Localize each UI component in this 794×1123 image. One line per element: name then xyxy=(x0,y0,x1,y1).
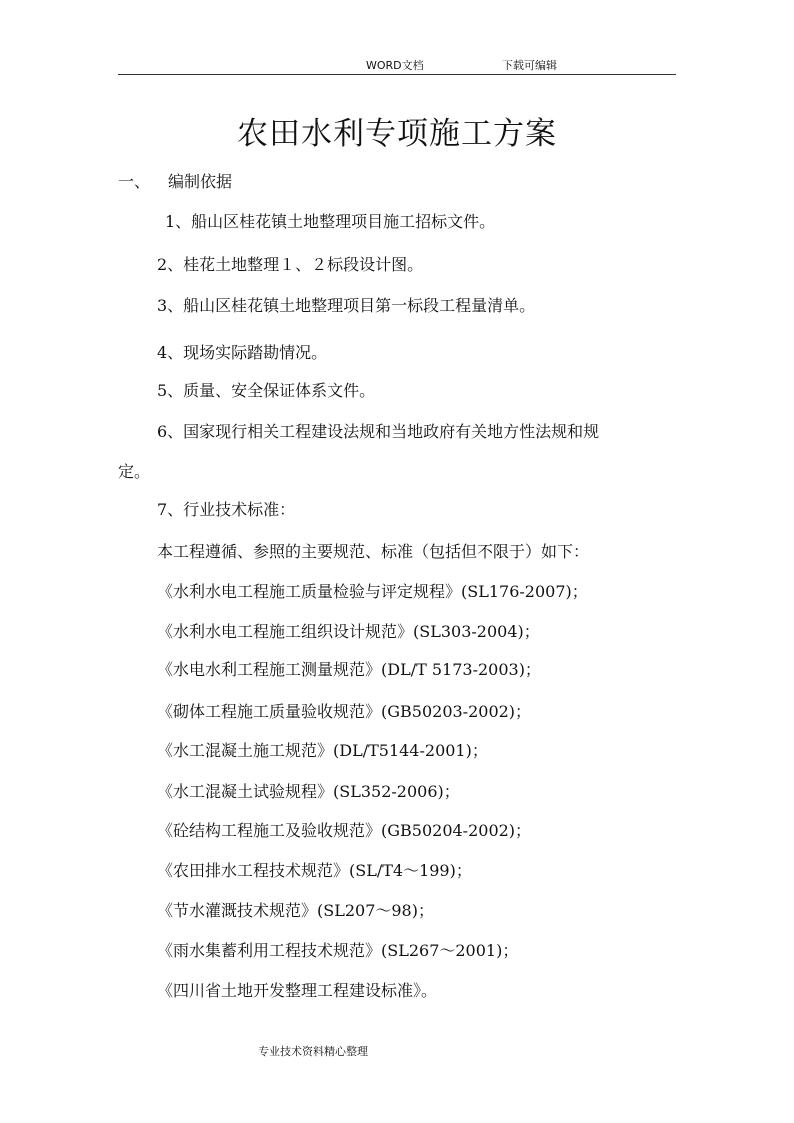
standard-item: 《水工混凝土施工规范》(DL/T5144-2001)； xyxy=(157,741,488,760)
basis-item-1: 1、船山区桂花镇土地整理项目施工招标文件。 xyxy=(165,212,496,231)
page-footer: 专业技术资料精心整理 xyxy=(258,1045,368,1058)
section-heading: 编制依据 xyxy=(168,172,233,191)
document-title: 农田水利专项施工方案 xyxy=(237,116,557,152)
basis-item-7: 7、行业技术标准： xyxy=(157,500,296,519)
standard-item: 《砼结构工程施工及验收规范》(GB50204-2002)； xyxy=(157,821,532,840)
basis-item-5: 5、质量、安全保证体系文件。 xyxy=(157,381,376,400)
basis-item-2: 2、桂花土地整理１、２标段设计图。 xyxy=(157,255,424,274)
basis-item-6: 6、国家现行相关工程建设法规和当地政府有关地方性法规和规 xyxy=(157,422,600,441)
standard-item: 《水电水利工程施工测量规范》(DL/T 5173-2003)； xyxy=(157,660,541,679)
header-editable-label: 下载可编辑 xyxy=(502,59,557,72)
standard-item: 《农田排水工程技术规范》(SL/T4～199)； xyxy=(157,861,472,880)
basis-item-6-continued: 定。 xyxy=(118,462,151,481)
standard-item: 《水工混凝土试验规程》(SL352-2006)； xyxy=(157,782,460,801)
standard-item: 《节水灌溉技术规范》(SL207～98)； xyxy=(157,901,434,920)
section-number: 一、 xyxy=(118,172,151,191)
basis-item-4: 4、现场实际踏勘情况。 xyxy=(157,343,328,362)
standard-item: 《四川省土地开发整理工程建设标准》。 xyxy=(157,981,438,1000)
standard-item: 《水利水电工程施工组织设计规范》(SL303-2004)； xyxy=(157,622,540,641)
standards-intro: 本工程遵循、参照的主要规范、标准（包括但不限于）如下： xyxy=(157,542,590,561)
standard-item: 《水利水电工程施工质量检验与评定规程》(SL176-2007)； xyxy=(157,582,588,601)
header-doc-label: WORD文档 xyxy=(366,59,424,72)
standard-item: 《砌体工程施工质量验收规范》(GB50203-2002)； xyxy=(157,702,532,721)
standard-item: 《雨水集蓄利用工程技术规范》(SL267～2001)； xyxy=(157,941,519,960)
page-header xyxy=(118,57,676,75)
basis-item-3: 3、船山区桂花镇土地整理项目第一标段工程量清单。 xyxy=(157,296,536,315)
